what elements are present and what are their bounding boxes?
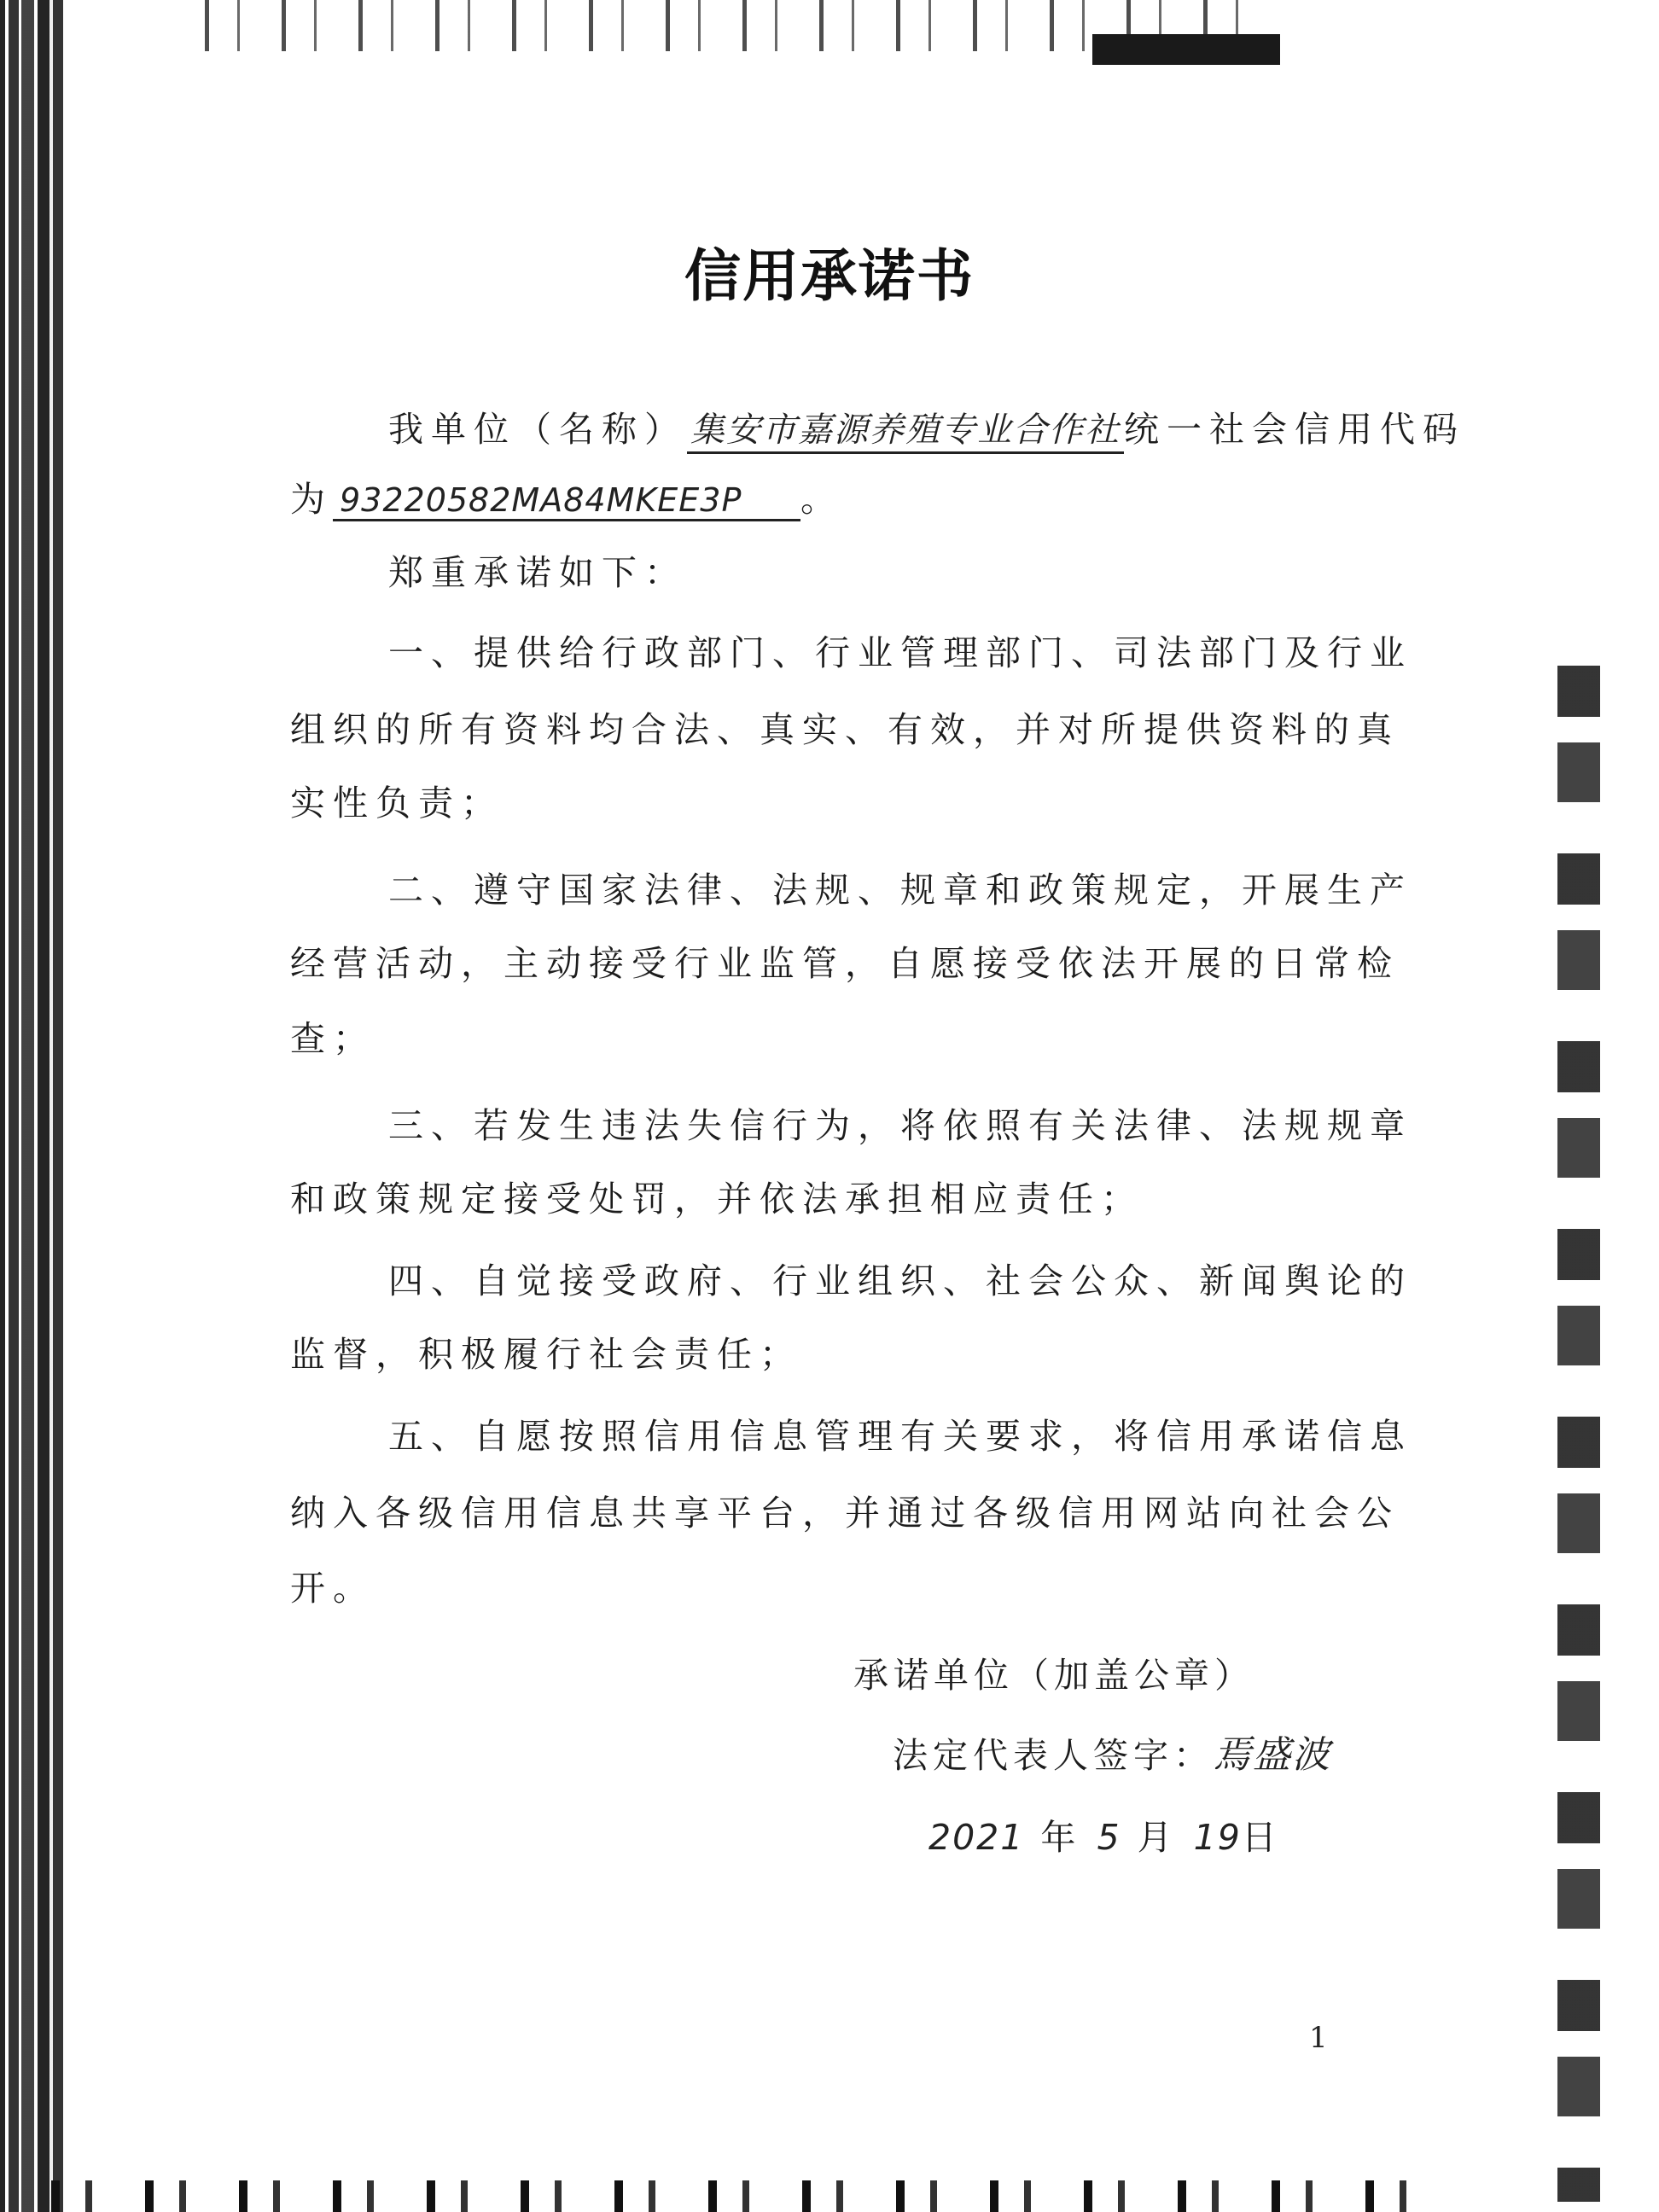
credit-code-field: 93220582MA84MKEE3P xyxy=(333,481,800,521)
representative-label: 法定代表人签字： xyxy=(893,1735,1214,1776)
promise-intro: 郑重承诺如下： xyxy=(388,552,687,593)
scan-artifact-top-right xyxy=(1092,34,1280,65)
month-char: 月 xyxy=(1137,1817,1178,1858)
date-month: 5 xyxy=(1097,1817,1121,1858)
date-year: 2021 xyxy=(928,1817,1025,1858)
clause-4-line-1: 四、自觉接受政府、行业组织、社会公众、新闻舆论的 xyxy=(388,1260,1412,1301)
clause-4-line-2: 监督，积极履行社会责任； xyxy=(290,1334,802,1375)
page-number: 1 xyxy=(1309,2021,1328,2055)
clause-2-line-2: 经营活动，主动接受行业监管，自愿接受依法开展的日常检 xyxy=(290,943,1400,984)
clause-2-line-1: 二、遵守国家法律、法规、规章和政策规定，开展生产 xyxy=(388,870,1412,911)
clause-1-line-1: 一、提供给行政部门、行业管理部门、司法部门及行业 xyxy=(388,632,1412,673)
intro-prefix: 我单位（名称） xyxy=(388,409,687,450)
representative-line xyxy=(893,1724,1331,1778)
clause-2-line-3: 查； xyxy=(290,1018,375,1059)
unit-seal-label: 承诺单位（加盖公章） xyxy=(853,1655,1254,1696)
unit-name-field: 集安市嘉源养殖专业合作社 xyxy=(687,403,1124,454)
code-prefix: 为 xyxy=(290,479,333,520)
clause-5-line-3: 开。 xyxy=(290,1568,375,1609)
code-label: 统一社会信用代码 xyxy=(1124,409,1465,450)
year-char: 年 xyxy=(1040,1817,1081,1858)
scan-artifact-left xyxy=(0,0,68,2212)
clause-3-line-2: 和政策规定接受处罚，并依法承担相应责任； xyxy=(290,1179,1144,1220)
clause-1-line-2: 组织的所有资料均合法、真实、有效，并对所提供资料的真 xyxy=(290,709,1400,750)
scan-artifact-right xyxy=(1557,666,1600,2202)
clause-5-line-2: 纳入各级信用信息共享平台，并通过各级信用网站向社会公 xyxy=(290,1493,1400,1534)
clause-3-line-1: 三、若发生违法失信行为，将依照有关法律、法规规章 xyxy=(388,1105,1412,1146)
day-char: 日 xyxy=(1241,1817,1282,1858)
document-title: 信用承诺书 xyxy=(684,243,975,309)
code-suffix: 。 xyxy=(800,479,843,520)
code-line xyxy=(290,471,1374,521)
date-day: 19 xyxy=(1193,1817,1242,1858)
representative-signature: 焉盛波 xyxy=(1214,1733,1331,1777)
date-line xyxy=(928,1809,1282,1860)
scan-artifact-bottom xyxy=(51,2180,1417,2212)
intro-line xyxy=(388,401,1465,454)
clause-1-line-3: 实性负责； xyxy=(290,783,504,824)
clause-5-line-1: 五、自愿按照信用信息管理有关要求，将信用承诺信息 xyxy=(388,1416,1412,1457)
